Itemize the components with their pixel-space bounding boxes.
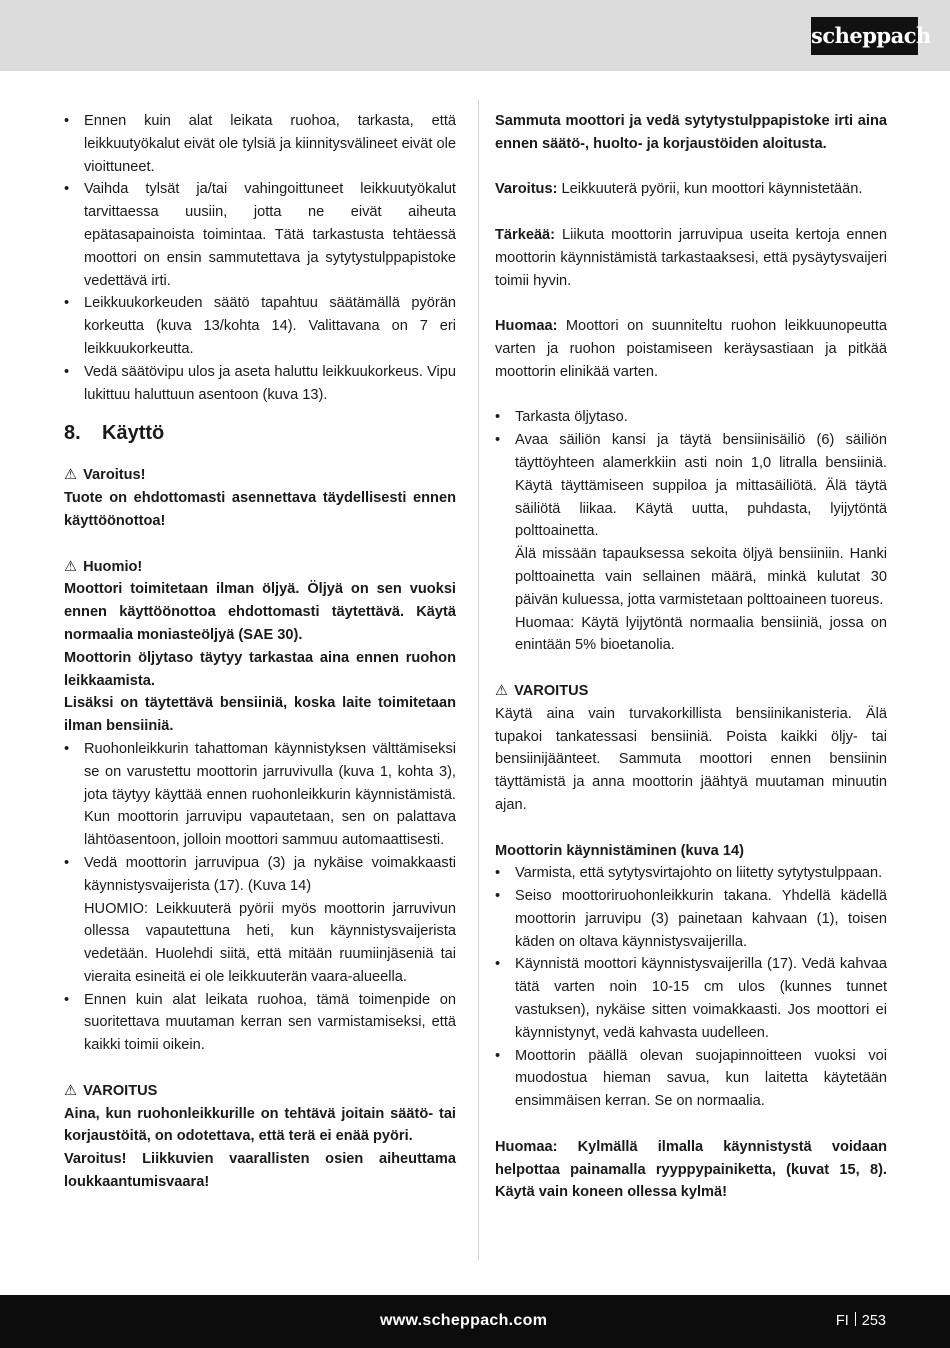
list-item: • Ennen kuin alat leikata ruohoa, tämä toimenpide on suoritettava muutaman kerran sen varmistamiseksi, että kaikki toimii oikein.	[64, 989, 456, 1057]
warning-text: Aina, kun ruohonleikkurille on tehtävä joitain säätö- tai korjaustöitä, on odotettava, että terä ei enää pyöri.	[64, 1105, 456, 1145]
warning-triangle-icon: ⚠	[495, 682, 509, 699]
list-item: • Avaa säiliön kansi ja täytä bensiinisäiliö (6) säiliön täyttöyhteen alamerkkiin asti noin 1,0 litralla bensiiniä. Käytä täyttämiseen suppiloa ja mittasäiliötä. Älä täytä säiliötä liikaa. Käytä uutta, puhdasta, lyijytöntä polttoainetta. Älä missään tapauksessa sekoita öljyä bensiiniin. Hanki polttoainetta vain sellainen määrä, minkä kulutat 30 päivän kuluessa, jotta varmistetaan polttoaineen tuoreus. Huomaa: Käytä lyijytöntä normaalia bensiiniä, jossa on enintään 5% bioetanolia.	[495, 429, 887, 657]
page-separator	[855, 1312, 856, 1326]
safety-intro: Sammuta moottori ja vedä sytytystulppapistoke irti aina ennen säätö-, huolto- ja korjaustöiden aloitusta.	[495, 113, 887, 152]
bullet-icon: •	[495, 956, 501, 973]
language-code: FI	[835, 1313, 849, 1329]
section-number: 8.	[64, 422, 81, 445]
list-item: • Ennen kuin alat leikata ruohoa, tarkasta, että leikkuutyökalut eivät ole tylsiä ja kiinnitysvälineet eivät ole vioittuneet.	[64, 110, 456, 178]
warning-triangle-icon: ⚠	[64, 558, 78, 575]
bullet-icon: •	[64, 181, 70, 198]
column-divider	[478, 100, 479, 1260]
footer-website-link[interactable]: www.scheppach.com	[380, 1312, 548, 1329]
list-item: • Vedä säätövipu ulos ja aseta haluttu leikkuukorkeus. Vipu lukittuu haluttuun asentoon (kuva 13).	[64, 361, 456, 407]
footer-bar	[0, 1295, 950, 1348]
list-item: • Ruohonleikkurin tahattoman käynnistyksen välttämiseksi se on varustettu moottorin jarruvivulla (kuva 1, kohta 3), jota täytyy käyttää ennen ruohonleikkurin käynnistämistä. Kun moottorin jarruvipu vapautetaan, sen on palattava lähtöasentoon, jolloin moottori sammuu automaattisesti.	[64, 738, 456, 852]
operation-bullet-list	[64, 738, 456, 1057]
intro-bullet-list	[64, 110, 456, 406]
bullet-icon: •	[495, 865, 501, 882]
bullet-icon: •	[64, 991, 70, 1008]
bullet-icon: •	[64, 295, 70, 312]
bullet-icon: •	[495, 409, 501, 426]
list-item: • Moottorin päällä olevan suojapinnoitteen vuoksi voi muodostua hieman savua, kun laitetta käytetään ensimmäisen kerran. Se on normaalia.	[495, 1045, 887, 1113]
warning-text: Varoitus! Liikkuvien vaarallisten osien aiheuttama loukkaantumisvaara!	[64, 1151, 456, 1191]
list-item: • Vedä moottorin jarruvipua (3) ja nykäise voimakkaasti käynnistysvaijerista (17). (Kuva 14) HUOMIO: Leikkuuterä pyörii myös moottorin jarruvivun ollessa vapautettuna heti, kun käynnistysvaijerista vedetään. Huolehdi siitä, että mitään ruumiinjäseniä tai vieraita esineitä ei ole leikkuuterän vaara-alueella.	[64, 852, 456, 989]
notice-text: Lisäksi on täytettävä bensiiniä, koska laite toimitetaan ilman bensiiniä.	[64, 695, 456, 735]
cold-start-note: Huomaa: Kylmällä ilmalla käynnistystä voidaan helpottaa painamalla ryyppypainiketta, (kuvat 15, 8). Käytä vain koneen ollessa kylmä!	[495, 1138, 887, 1201]
start-bullet-list	[495, 862, 887, 1113]
section-title: Käyttö	[102, 422, 165, 445]
warning-triangle-icon: ⚠	[64, 467, 78, 484]
start-heading: Moottorin käynnistäminen (kuva 14)	[495, 842, 744, 859]
fuel-bullet-list	[495, 406, 887, 657]
warning-triangle-icon: ⚠	[64, 1082, 78, 1099]
bullet-icon: •	[64, 740, 70, 757]
page-indicator	[836, 1309, 886, 1333]
warning-heading: ⚠ Varoitus!	[64, 467, 146, 484]
bullet-icon: •	[64, 363, 70, 380]
list-item: • Varmista, että sytytysvirtajohto on liitetty sytytystulppaan.	[495, 862, 887, 885]
tarkeaa-note: Tärkeää: Liikuta moottorin jarruvipua useita kertoja ennen moottorin käynnistämistä tarkastaaksesi, että pysäytysvaijeri toimii hyvin.	[495, 226, 887, 289]
warning-heading: ⚠ VAROITUS	[64, 1082, 158, 1099]
bullet-icon: •	[64, 113, 70, 129]
huomaa-note: Huomaa: Moottori on suunniteltu ruohon leikkuunopeutta varten ja ruohon poistamiseen keräysastiaan ja pitkää moottorin elinikää varten.	[495, 318, 887, 380]
bullet-icon: •	[495, 432, 501, 449]
list-item: • Leikkuukorkeuden säätö tapahtuu säätämällä pyörän korkeutta (kuva 13/kohta 14). Valittavana on 7 eri leikkuukorkeutta.	[64, 292, 456, 360]
section-heading	[64, 420, 456, 446]
bullet-icon: •	[495, 888, 501, 905]
list-item: • Seiso moottoriruohonleikkurin takana. Yhdellä kädellä moottorin jarruvipu (3) painetaan kahvaan (1), toisen käden on oltava käynnistysvaijerilla.	[495, 885, 887, 953]
left-column	[64, 110, 456, 1194]
page-number: 253	[861, 1313, 886, 1329]
right-column	[495, 110, 887, 1204]
list-item: • Tarkasta öljytaso.	[495, 406, 887, 429]
bullet-icon: •	[495, 1047, 501, 1064]
bullet-icon: •	[64, 854, 70, 871]
list-item: • Vaihda tylsät ja/tai vahingoittuneet leikkuutyökalut tarvittaessa uusiin, jotta ne eivät aiheuta epätasapainoista toimintaa. Tätä tarkastusta tehtäessä moottori on ensin sammutettava ja sytytystulppapistoke vedettävä irti.	[64, 178, 456, 292]
header-bar	[0, 0, 950, 71]
notice-heading: ⚠ Huomio!	[64, 558, 143, 575]
notice-text: Moottori toimitetaan ilman öljyä. Öljyä on sen vuoksi ennen käyttöönottoa ehdottomasti täytettävä. Käytä normaalia moniasteöljyä (SAE 30).	[64, 581, 456, 643]
warning-text: Tuote on ehdottomasti asennettava täydellisesti ennen käyttöönottoa!	[64, 490, 456, 529]
warning-heading: ⚠ VAROITUS	[495, 682, 589, 699]
warning-text: Käytä aina vain turvakorkillista bensiinikanisteria. Älä tupakoi tankatessasi bensiiniä. Poista kaikki öljy- tai bensiinijäänteet. Sammuta moottori ennen bensiinin täyttämistä ja anna moottorin jäähtyä muutaman minuutin ajan.	[495, 705, 887, 813]
notice-text: Moottorin öljytaso täytyy tarkastaa aina ennen ruohon leikkaamista.	[64, 649, 456, 689]
varoitus-note: Varoitus: Leikkuuterä pyörii, kun moottori käynnistetään.	[495, 181, 863, 198]
list-item: • Käynnistä moottori käynnistysvaijerilla (17). Vedä kahvaa tätä varten noin 10-15 cm ulos (kunnes tunnet vastuksen), nykäise sitten voimakkaasti. Jos moottori ei käynnistynyt, vedä kahvasta uudelleen.	[495, 953, 887, 1044]
scheppach-logo: scheppach	[811, 17, 918, 55]
